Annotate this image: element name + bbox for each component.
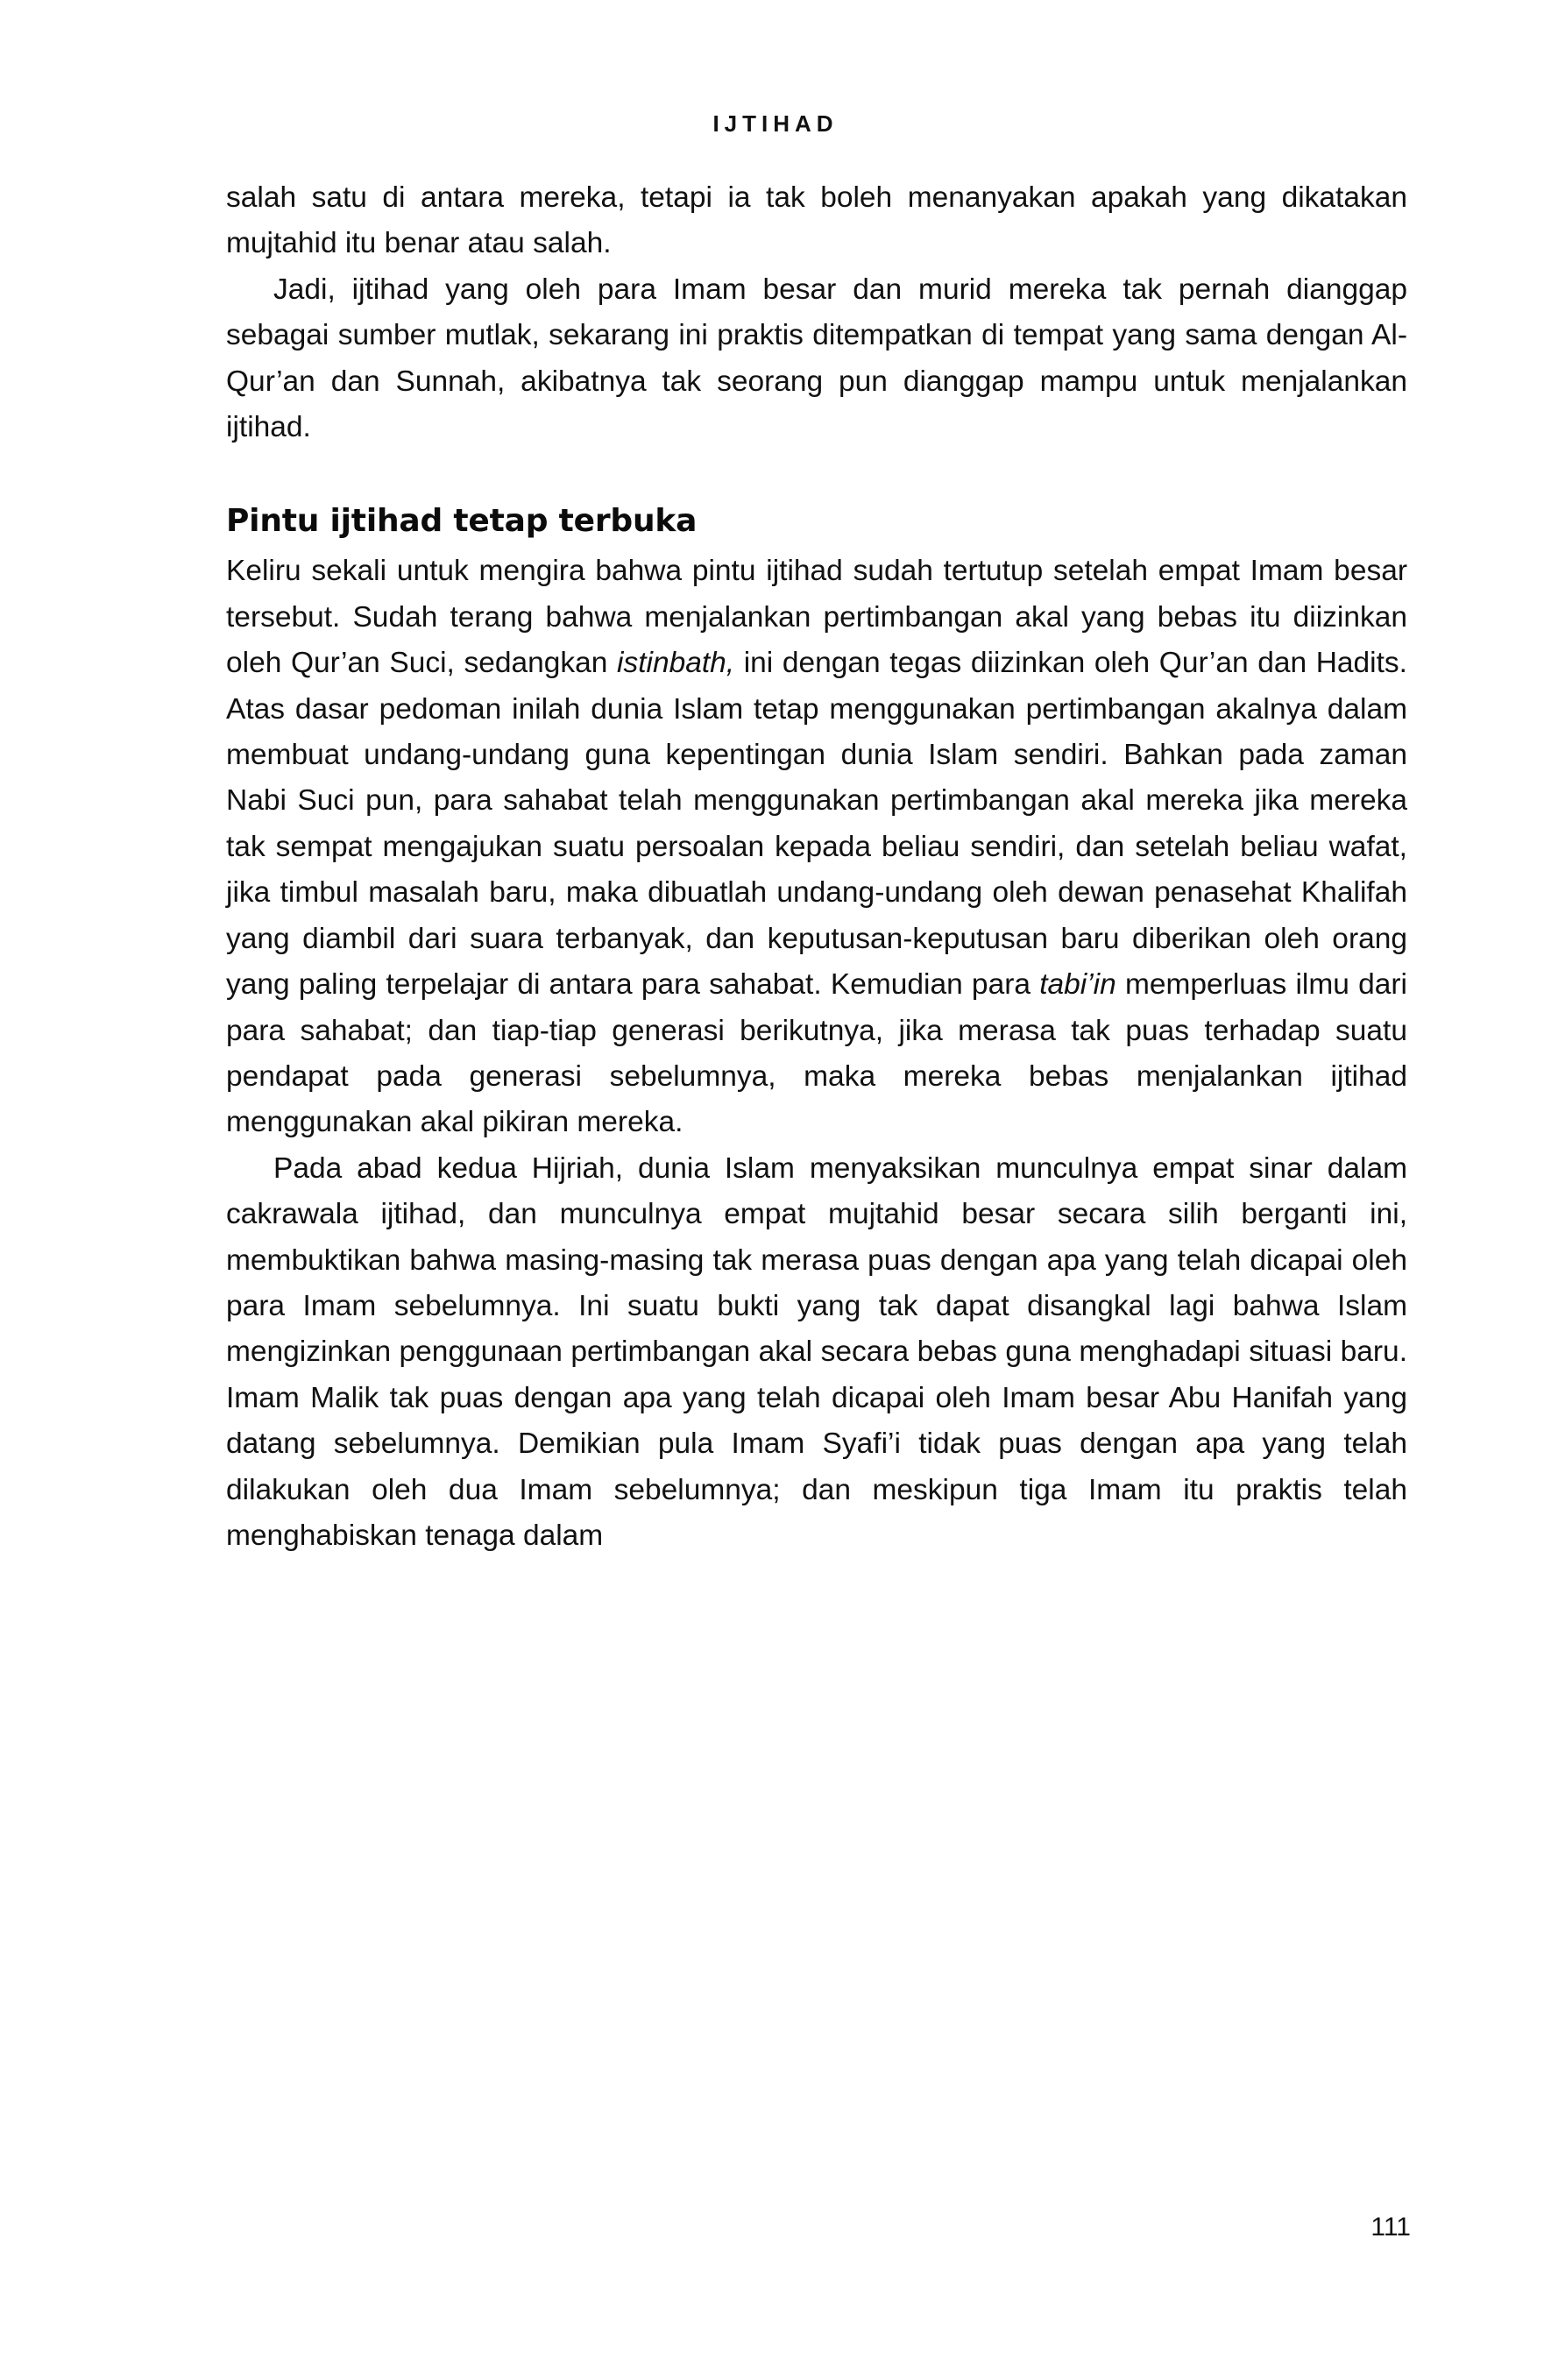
paragraph-3-part-3: ini dengan tegas diizinkan oleh Qur’an dan Hadits. Atas dasar pedoman inilah dunia Islam tetap menggunakan pertimbangan akalnya dalam membuat undang-undang guna kepentingan dunia Islam sendiri. Bahkan pada zaman Nabi Suci pun, para sahabat telah menggunakan pertimbangan akal mereka jika mereka tak sempat mengajukan suatu persoalan kepada beliau sendiri, dan setelah beliau wafat, jika timbul masalah baru, maka dibuatlah undang-undang oleh dewan penasehat Khalifah yang diambil dari suara terbanyak, dan keputusan-keputusan baru diberikan oleh orang yang paling terpelajar di antara para sahabat. Kemudian para xyxy=(226,647,1407,1002)
paragraph-3-part-5: memperluas ilmu dari para sahabat; dan tiap-tiap generasi berikutnya, jika merasa tak puas terhadap suatu pendapat pada generasi sebelumnya, maka mereka bebas menjalankan ijtihad menggunakan akal pikiran mereka. xyxy=(226,968,1407,1139)
paragraph-3-italic-istinbath: istinbath, xyxy=(617,647,735,680)
paragraph-2: Jadi, ijtihad yang oleh para Imam besar dan murid mereka tak pernah dianggap sebagai sumber mutlak, sekarang ini praktis ditempatkan di tempat yang sama dengan Al-Qur’an dan Sunnah, akibatnya tak seorang pun dianggap mampu untuk menjalankan ijtihad. xyxy=(226,273,1407,444)
page-number: 111 xyxy=(1370,2213,1411,2242)
paragraph-4: Pada abad kedua Hijriah, dunia Islam menyaksikan munculnya empat sinar dalam cakrawala ijtihad, dan munculnya empat mujtahid besar secara silih berganti ini, membuktikan bahwa masing-masing tak merasa puas dengan apa yang telah dicapai oleh para Imam sebelumnya. Ini suatu bukti yang tak dapat disangkal lagi bahwa Islam mengizinkan penggunaan pertimbangan akal secara bebas guna menghadapi situasi baru. Imam Malik tak puas dengan apa yang telah dicapai oleh Imam besar Abu Hanifah yang datang sebelumnya. Demikian pula Imam Syafi’i tidak puas dengan apa yang telah dilakukan oleh dua Imam sebelumnya; dan meskipun tiga Imam itu praktis telah menghabiskan tenaga dalam xyxy=(226,1151,1407,1552)
page-content xyxy=(226,175,1407,1559)
section-heading: Pintu ijtihad tetap terbuka xyxy=(226,503,698,540)
paragraph-3-italic-tabiin: tabi’in xyxy=(1039,968,1116,1002)
paragraph-1: salah satu di antara mereka, tetapi ia tak boleh menanyakan apakah yang dikatakan mujtahid itu benar atau salah. xyxy=(226,181,1407,260)
paragraph-3-part-1: Keliru sekali untuk mengira bahwa pintu ijtihad sudah tertutup setelah empat Imam besar tersebut. Sudah terang bahwa menjalankan pertimbangan akal yang bebas itu diizinkan oleh Qur’an Suci, sedangkan xyxy=(226,555,1407,680)
running-head: IJTIHAD xyxy=(712,110,839,137)
paragraph-3 xyxy=(226,549,1407,1145)
